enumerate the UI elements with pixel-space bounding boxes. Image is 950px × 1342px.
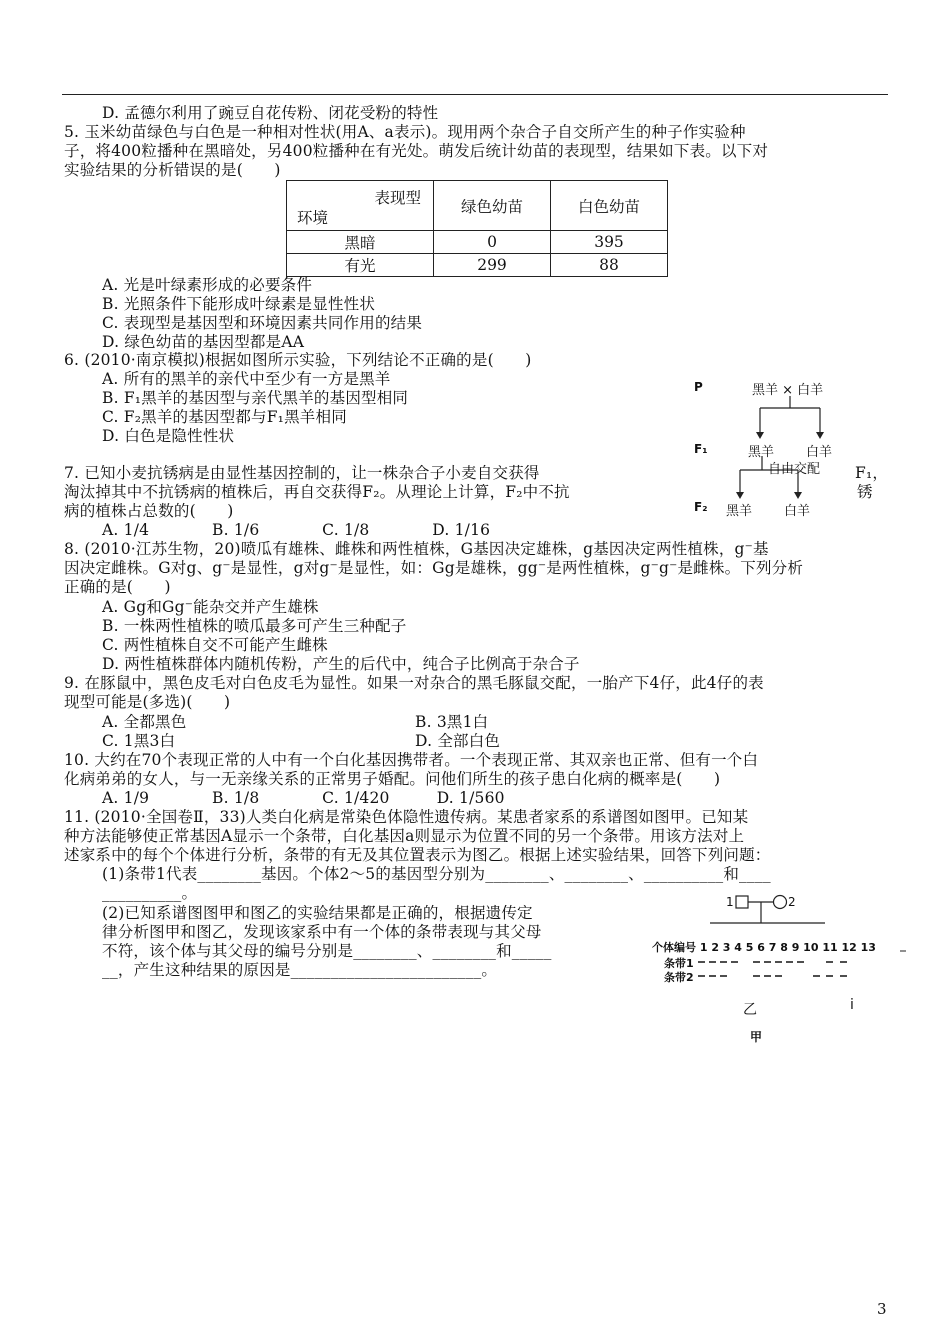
q10-stem-1: 10. 大约在70个表现正常的人中有一个白化基因携带者。一个表现正常、其双亲也正常、但有一个白 [64,751,759,769]
q5-table [286,180,668,277]
table-header-white: 白色幼苗 [551,181,668,231]
q6-option-a: A. 所有的黑羊的亲代中至少有一方是黑羊 [102,370,391,388]
q4-option-d: D. 孟德尔利用了豌豆自花传粉、闭花受粉的特性 [102,104,439,122]
header-rule [62,94,888,95]
q5-option-b: B. 光照条件下能形成叶绿素是显性性状 [102,295,376,313]
q11-part2-4: __，产生这种结果的原因是________________________。 [102,961,498,979]
q11-part1: (1)条带1代表________基因。个体2～5的基因型分别为________、________、__________和____ [102,865,771,883]
q9-option-d: D. 全部白色 [415,732,501,750]
q10-stem-2: 化病弟弟的女人，与一无亲缘关系的正常男子婚配。问他们所生的孩子患白化病的概率是( ) [64,770,721,788]
q11-stem-3: 述家系中的每个个体进行分析，条带的有无及其位置表示为图乙。根据上述实验结果，回答下列问题： [64,846,771,864]
page-number: 3 [877,1300,887,1318]
q11-stem-1: 11. (2010·全国卷Ⅱ，33)人类白化病是常染色体隐性遗传病。某患者家系的系谱图如图甲。已知某 [64,808,749,826]
band1-label: 条带1 [664,957,694,970]
parents-label: 黑羊 × 白羊 [752,383,824,398]
stray-mark: i [850,997,854,1013]
q11-part2-3: 不符，该个体与其父母的编号分别是________、________和_____ [102,942,552,960]
q7-stem-3: 病的植株占总数的( ) [64,502,234,520]
q7-options: A. 1/4 B. 1/6 C. 1/8 D. 1/16 [102,521,491,539]
individual-number-header: 个体编号 1 2 3 4 5 6 7 8 9 10 11 12 13 [652,941,876,954]
q6-option-d: D. 白色是隐性性状 [102,427,235,445]
table-cell-white: 88 [551,254,668,277]
q11-part1-cont: __________。 [102,884,198,902]
q7-stem-2: 淘汰掉其中不抗锈病的植株后，再自交获得F₂。从理论上计算，F₂中不抗 [64,483,570,501]
f2-black-label: 黑羊 [726,504,753,519]
q7-stem-2-tail: 锈 [857,483,873,501]
table-cell-env: 黑暗 [287,231,434,254]
table-corner-cell [287,181,434,231]
table-row [287,231,668,254]
q5-option-c: C. 表现型是基因型和环境因素共同作用的结果 [102,314,423,332]
band2-label: 条带2 [664,971,694,984]
f1-white-label: 白羊 [806,445,833,460]
q6-option-b: B. F₁黑羊的基因型与亲代黑羊的基因型相同 [102,389,409,407]
table-cell-env: 有光 [287,254,434,277]
q8-option-a: A. Gg和Gg⁻能杂交并产生雄株 [102,598,319,616]
q5-stem-3: 实验结果的分析错误的是( ) [64,161,281,179]
q8-option-c: C. 两性植株自交不可能产生雌株 [102,636,328,654]
individual-1-label: 1 [726,895,734,909]
q5-option-a: A. 光是叶绿素形成的必要条件 [102,276,313,294]
figure-yi-label: 乙 [743,1002,757,1018]
q8-option-d: D. 两性植株群体内随机传粉，产生的后代中，纯合子比例高于杂合子 [102,655,580,673]
q5-stem-2: 子，将400粒播种在黑暗处，另400粒播种在有光处。萌发后统计幼苗的表现型，结果如下表。以下对 [64,142,769,160]
q7-stem-1-tail: F₁， [855,464,889,482]
mating-label: 自由交配 [768,462,821,477]
q11-part2-2: 律分析图甲和图乙，发现该家系中有一个体的条带表现与其父母 [102,923,542,941]
table-header-green: 绿色幼苗 [434,181,551,231]
figure-jia-label: 甲 [750,1030,763,1044]
q6-stem: 6. (2010·南京模拟)根据如图所示实验，下列结论不正确的是( ) [64,351,532,369]
table-cell-white: 395 [551,231,668,254]
table-row [287,254,668,277]
q10-options: A. 1/9 B. 1/8 C. 1/420 D. 1/560 [102,789,505,807]
band-pattern [650,893,910,1063]
gen-f1-label: F₁ [694,442,708,456]
q8-stem-1: 8. (2010·江苏生物，20)喷瓜有雄株、雌株和两性植株，G基因决定雄株，g基因决定两性植株，g⁻基 [64,540,769,558]
q7-stem-1: 7. 已知小麦抗锈病是由显性基因控制的，让一株杂合子小麦自交获得 [64,464,540,482]
q11-pedigree-figure [650,893,910,1063]
table-corner-top: 表现型 [374,188,421,207]
q11-part2-1: (2)已知系谱图图甲和图乙的实验结果都是正确的，根据遗传定 [102,904,533,922]
q9-option-c: C. 1黑3白 [102,732,176,750]
q9-option-a: A. 全都黑色 [102,713,187,731]
gen-p-label: P [694,380,703,394]
individual-2-label: 2 [788,895,796,909]
q5-option-d: D. 绿色幼苗的基因型都是AA [102,333,305,351]
q5-stem-1: 5. 玉米幼苗绿色与白色是一种相对性状(用A、a表示)。现用两个杂合子自交所产生的种子作实验种 [64,123,746,141]
q9-stem-2: 现型可能是(多选)( ) [64,693,231,711]
q6-option-c: C. F₂黑羊的基因型都与F₁黑羊相同 [102,408,347,426]
table-cell-green: 299 [434,254,551,277]
q8-option-b: B. 一株两性植株的喷瓜最多可产生三种配子 [102,617,407,635]
q8-stem-3: 正确的是( ) [64,578,171,596]
q9-option-b: B. 3黑1白 [415,713,489,731]
q11-stem-2: 种方法能够使正常基因A显示一个条带，白化基因a则显示为位置不同的另一个条带。用该方法对上 [64,827,745,845]
gen-f2-label: F₂ [694,500,708,514]
f1-black-label: 黑羊 [748,445,775,460]
table-corner-bottom: 环境 [297,208,329,227]
q9-stem-1: 9. 在豚鼠中，黑色皮毛对白色皮毛为显性。如果一对杂合的黑毛豚鼠交配，一胎产下4仔，此4仔的表 [64,674,764,692]
table-cell-green: 0 [434,231,551,254]
f2-white-label: 白羊 [784,504,811,519]
q8-stem-2: 因决定雌株。G对g、g⁻是显性，g对g⁻是显性，如：Gg是雄株，gg⁻是两性植株，g⁻g⁻是雌株。下列分析 [64,559,804,577]
